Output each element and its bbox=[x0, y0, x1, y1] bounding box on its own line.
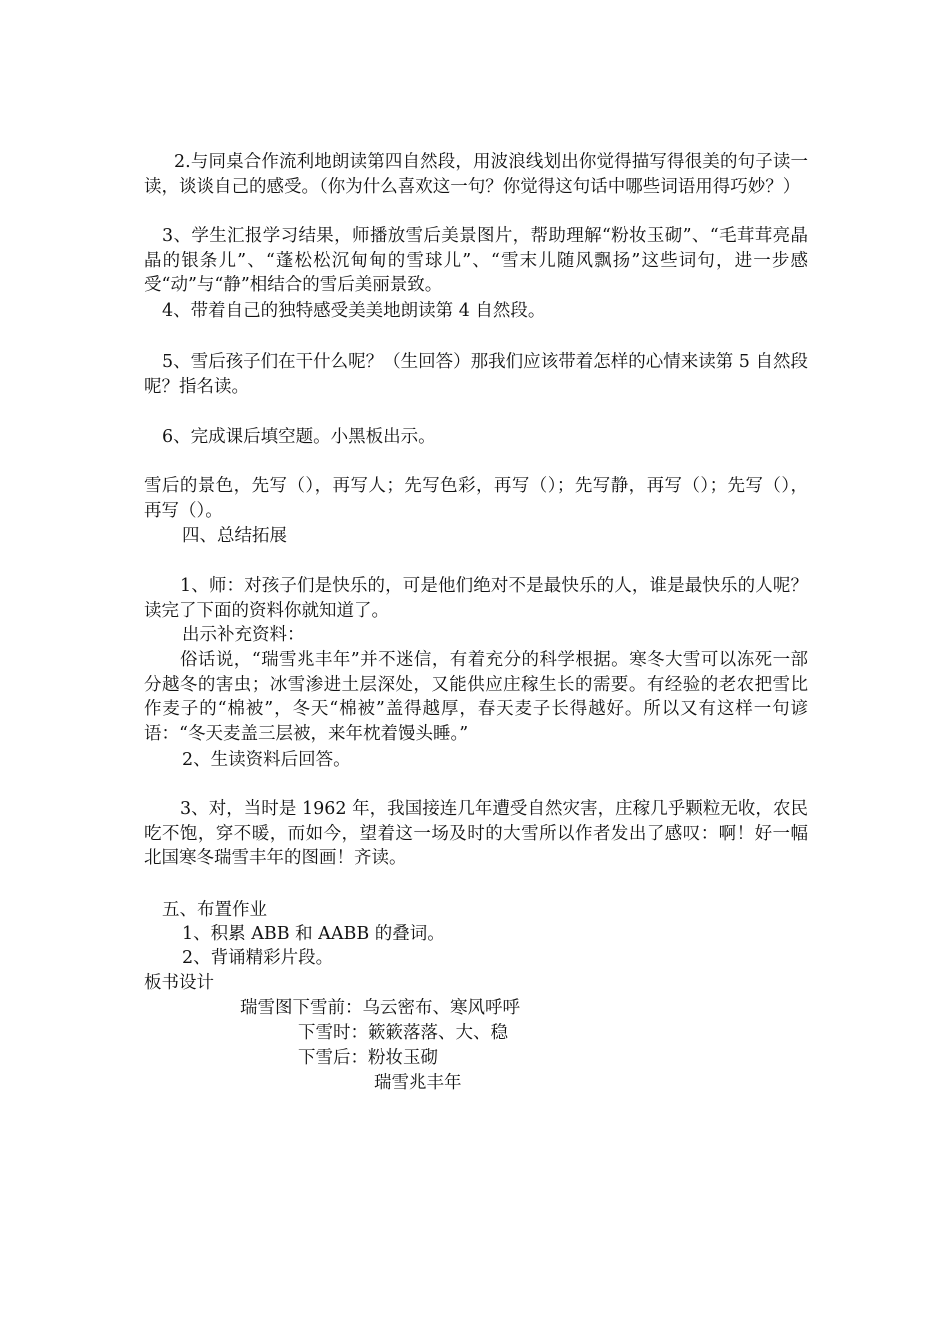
section-heading-homework: 五、布置作业 bbox=[162, 900, 267, 920]
paragraph-teacher-question: 1、师：对孩子们是快乐的，可是他们绝对不是最快乐的人，谁是最快乐的人呢？读完了下面的资料你就知道了。 bbox=[144, 576, 808, 621]
paragraph-read-fourth-section: 2.与同桌合作流利地朗读第四自然段，用波浪线划出你觉得描写得很美的句子读一读，谈谈自己的感受。（你为什么喜欢这一句？你觉得这句话中哪些词语用得巧妙？） bbox=[144, 152, 808, 197]
paragraph-supplementary-label: 出示补充资料： bbox=[182, 625, 305, 645]
board-line-auspicious-snow: 瑞雪兆丰年 bbox=[374, 1073, 462, 1093]
paragraph-fill-blanks: 6、完成课后填空题。小黑板出示。 bbox=[162, 427, 436, 447]
paragraph-students-answer: 2、生读资料后回答。 bbox=[182, 750, 351, 770]
paragraph-read-with-feeling: 4、带着自己的独特感受美美地朗读第 4 自然段。 bbox=[162, 301, 546, 321]
board-line-before-snow: 瑞雪图下雪前：乌云密布、寒风呼呼 bbox=[240, 998, 520, 1018]
homework-item-1: 1、积累 ABB 和 AABB 的叠词。 bbox=[182, 924, 445, 944]
board-line-after-snow: 下雪后：粉妆玉砌 bbox=[298, 1048, 438, 1068]
paragraph-supplementary-material: 俗话说，“瑞雪兆丰年”并不迷信，有着充分的科学根据。寒冬大雪可以冻死一部分越冬的害虫；冰雪渗进土层深处，又能供应庄稼生长的需要。有经验的老农把雪比作麦子的“棉被”，冬天“棉被”盖得越厚，春天麦子长得越好。所以又有这样一句谚语：“冬天麦盖三层被，来年枕着馒头睡。” bbox=[144, 650, 808, 744]
section-heading-summary: 四、总结拓展 bbox=[182, 526, 287, 546]
homework-item-2: 2、背诵精彩片段。 bbox=[182, 948, 334, 968]
paragraph-children-after-snow: 5、雪后孩子们在干什么呢？（生回答）那我们应该带着怎样的心情来读第 5 自然段呢？指名读。 bbox=[144, 352, 808, 397]
paragraph-blank-sentence: 雪后的景色，先写（），再写人；先写色彩，再写（）；先写静，再写（）；先写（），再写（）。 bbox=[144, 476, 808, 521]
board-design-heading: 板书设计 bbox=[144, 973, 214, 993]
paragraph-student-report: 3、学生汇报学习结果，师播放雪后美景图片，帮助理解“粉妆玉砌”、“毛茸茸亮晶晶的银条儿”、“蓬松松沉甸甸的雪球儿”、“雪末儿随风飘扬”这些词句，进一步感受“动”与“静”相结合的雪后美丽景致。 bbox=[144, 226, 808, 296]
board-line-during-snow: 下雪时：簌簌落落、大、稳 bbox=[298, 1023, 508, 1043]
paragraph-1962-story: 3、对，当时是 1962 年，我国接连几年遭受自然灾害，庄稼几乎颗粒无收，农民吃不饱，穿不暖，而如今，望着这一场及时的大雪所以作者发出了感叹：啊！好一幅北国寒冬瑞雪丰年的图画！齐读。 bbox=[144, 799, 808, 869]
